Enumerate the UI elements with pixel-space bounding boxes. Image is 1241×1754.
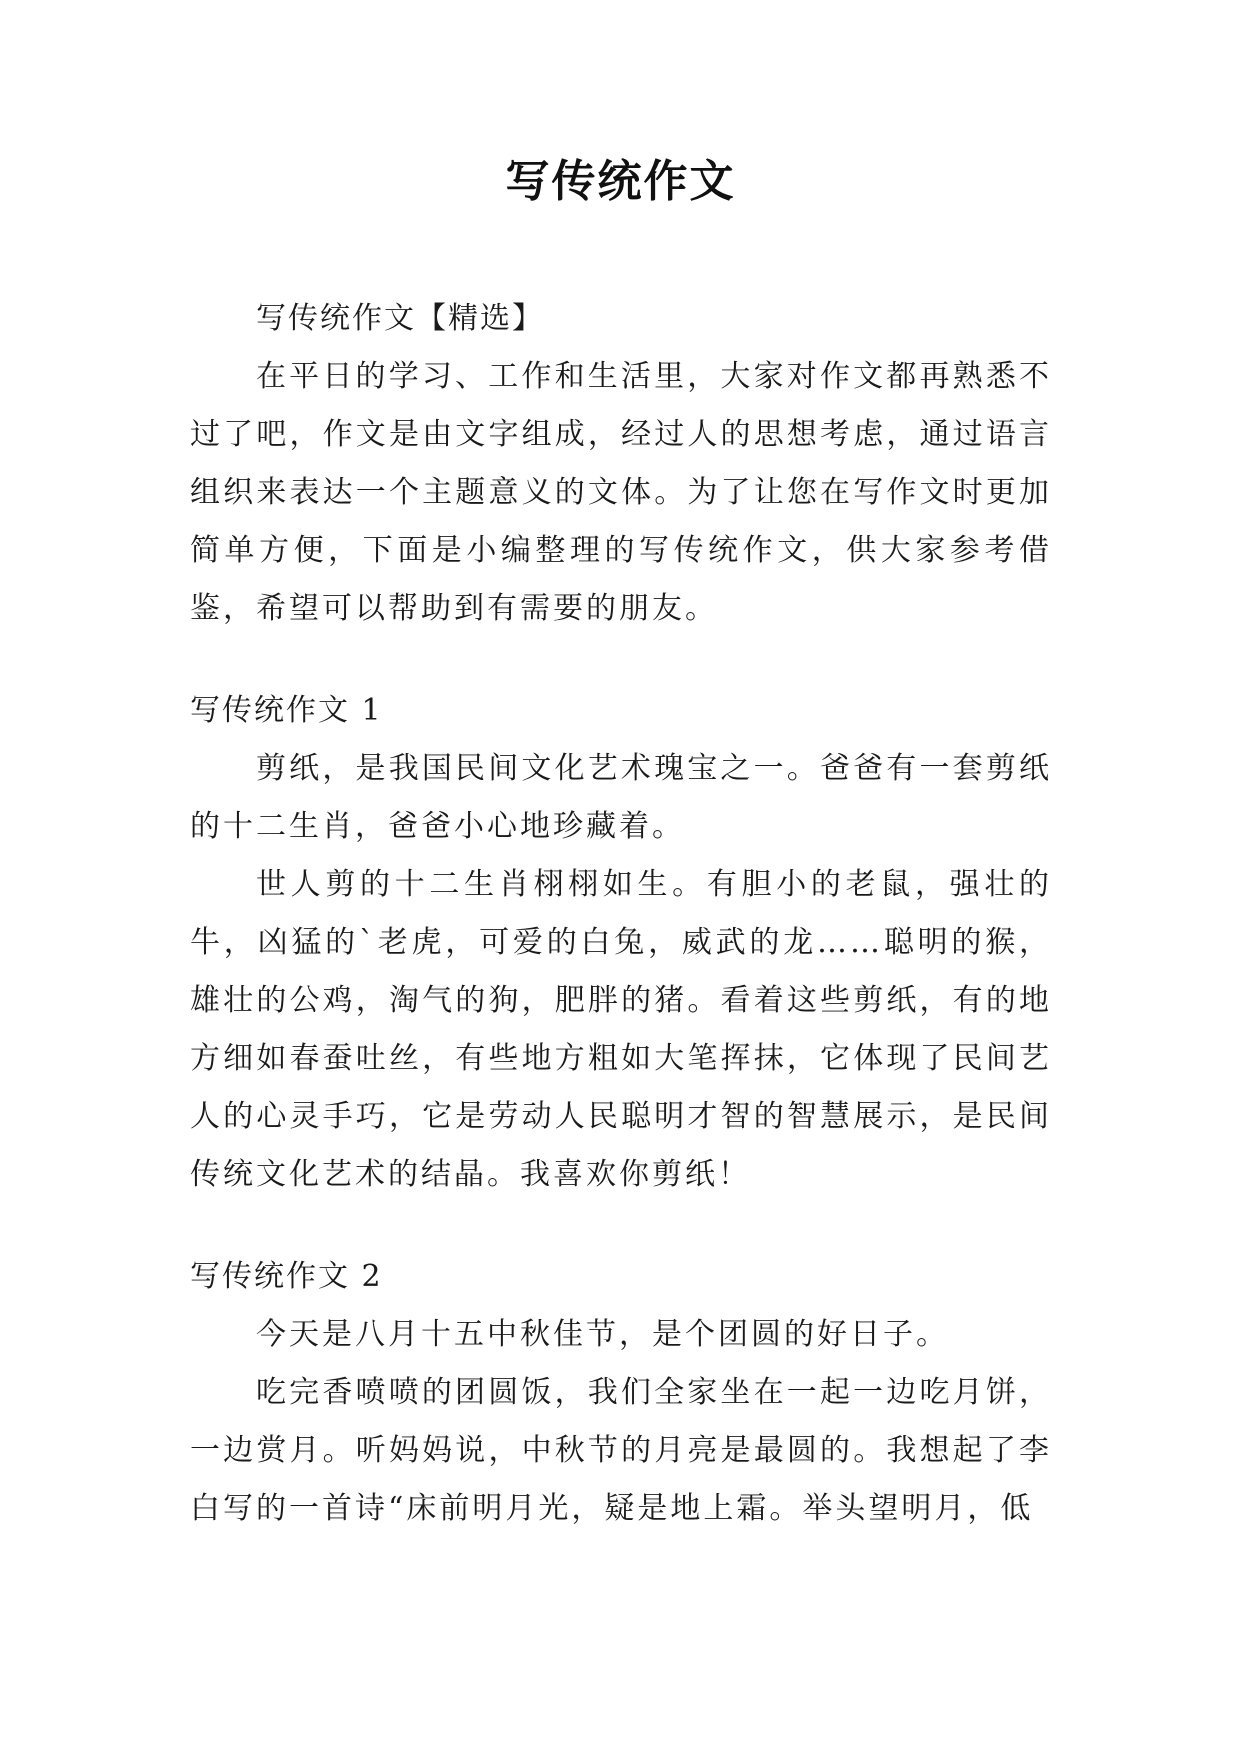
section-paragraph: 今天是八月十五中秋佳节，是个团圆的好日子。 bbox=[256, 1317, 949, 1352]
intro-heading: 写传统作文【精选】 bbox=[256, 301, 544, 336]
section-heading: 写传统作文 1 bbox=[190, 693, 383, 728]
section-paragraph: 吃完香喷喷的团圆饭，我们全家坐在一起一边吃月饼，一边赏月。听妈妈说，中秋节的月亮是最圆的。我想起了李白写的一首诗“床前明月光，疑是地上霜。举头望明月，低 bbox=[190, 1375, 1052, 1526]
section-paragraph: 世人剪的十二生肖栩栩如生。有胆小的老鼠，强壮的牛，凶猛的`老虎，可爱的白兔，威武的龙……聪明的猴，雄壮的公鸡，淘气的狗，肥胖的猪。看着这些剪纸，有的地方细如春蚕吐丝，有些地方粗如大笔挥抹，它体现了民间艺人的心灵手巧，它是劳动人民聪明才智的智慧展示，是民间传统文化艺术的结晶。我喜欢你剪纸！ bbox=[190, 867, 1052, 1192]
document-title: 写传统作文 bbox=[505, 156, 736, 207]
section-paragraph: 剪纸，是我国民间文化艺术瑰宝之一。爸爸有一套剪纸的十二生肖，爸爸小心地珍藏着。 bbox=[190, 751, 1052, 844]
intro-paragraph: 在平日的学习、工作和生活里，大家对作文都再熟悉不过了吧，作文是由文字组成，经过人的思想考虑，通过语言组织来表达一个主题意义的文体。为了让您在写作文时更加简单方便，下面是小编整理的写传统作文，供大家参考借鉴，希望可以帮助到有需要的朋友。 bbox=[190, 359, 1052, 626]
essay-section-1 bbox=[190, 682, 1052, 1204]
document-body bbox=[190, 290, 1052, 1538]
essay-section-2 bbox=[190, 1248, 1052, 1538]
section-heading: 写传统作文 2 bbox=[190, 1259, 383, 1294]
